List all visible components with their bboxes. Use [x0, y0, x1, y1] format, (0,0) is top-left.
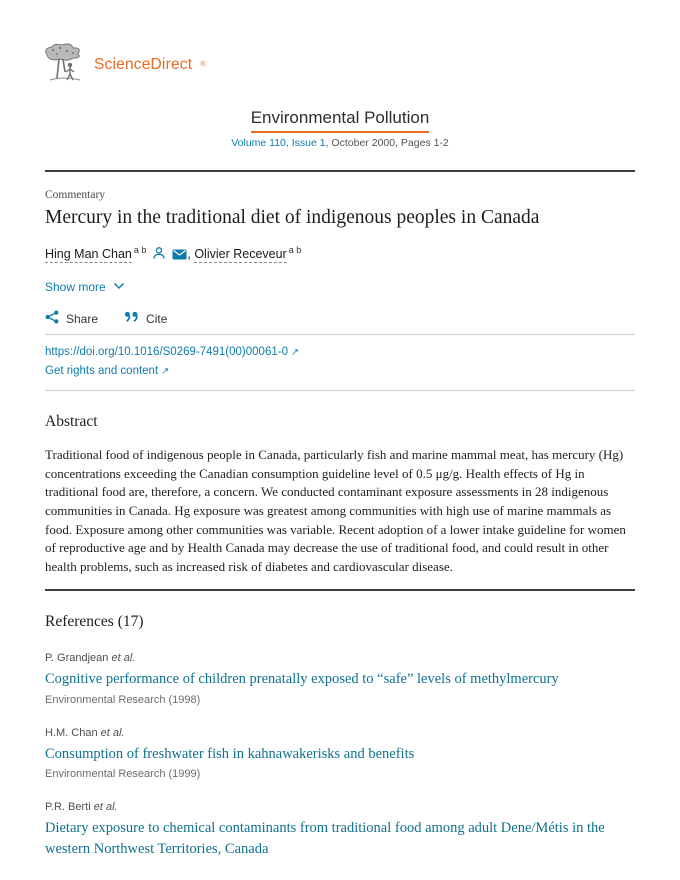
- journal-issue-meta: [0, 137, 680, 149]
- reference-title-link[interactable]: Dietary exposure to chemical contaminants from traditional food among adult Dene/Métis in the western Northwest Territories, Canada: [45, 820, 605, 857]
- show-more-label: Show more: [45, 280, 106, 295]
- abstract-heading: Abstract: [45, 413, 98, 431]
- doi-bottom-divider: [45, 390, 635, 391]
- abstract-text: Traditional food of indigenous people in Canada, particularly fish and marine mammal meat, has mercury (Hg) concentrations exceeding the Canadian consumption guideline level of 0.5 μg/g. Health effects of Hg in traditional food are, therefore, a concern. We conducted contaminant exposure assessments in 28 indigenous communities in Canada. Hg exposure was greatest among communities with high use of marine mammals as food. Exposure among other communities was variable. Recent adoption of a lower intake guideline for women of reproductive age and by Health Canada may decrease the use of traditional food, and could result in other health problems, such as increased risk of diabetes and cardiovascular disease.: [45, 447, 626, 574]
- share-button[interactable]: [45, 310, 98, 327]
- site-header: [0, 0, 680, 84]
- doi-block: [45, 335, 635, 390]
- cite-button[interactable]: [124, 311, 167, 326]
- article-actions: [45, 310, 635, 327]
- author-link-1[interactable]: Hing Man Chan: [45, 247, 132, 262]
- issue-date-pages: , October 2000, Pages 1-2: [325, 137, 449, 149]
- chevron-down-icon: [113, 279, 125, 293]
- rights-and-content-link[interactable]: Get rights and content: [45, 365, 159, 378]
- show-more-button[interactable]: [45, 279, 125, 294]
- reference-author-names: P. Grandjean: [45, 652, 109, 665]
- registered-mark: ®: [200, 61, 206, 68]
- reference-etal: et al.: [111, 652, 136, 665]
- reference-authors: [45, 801, 635, 813]
- author-affiliations-2: a b: [288, 245, 302, 255]
- author-list: [45, 245, 635, 263]
- doi-link[interactable]: https://doi.org/10.1016/S0269-7491(00)00061-0: [45, 346, 288, 359]
- article-type-label: Commentary: [45, 189, 106, 201]
- reference-item: [45, 727, 635, 781]
- journal-title-link[interactable]: Environmental Pollution: [251, 108, 430, 133]
- article-title: Mercury in the traditional diet of indigenous peoples in Canada: [45, 207, 540, 228]
- external-link-icon: ↗: [290, 347, 299, 359]
- journal-banner: [0, 108, 680, 149]
- volume-issue-link[interactable]: Volume 110, Issue 1: [231, 137, 326, 149]
- author-email-icon[interactable]: [172, 249, 187, 263]
- sciencedirect-logo[interactable]: [40, 42, 680, 87]
- cite-label: Cite: [146, 311, 168, 326]
- cite-quote-icon: [124, 311, 139, 326]
- reference-author-names: P.R. Berti: [45, 801, 91, 814]
- reference-item: [45, 652, 635, 706]
- external-link-icon: ↗: [161, 366, 170, 378]
- header-divider: [45, 170, 635, 172]
- author-affiliations-1: a b: [133, 245, 147, 255]
- reference-authors: [45, 727, 635, 739]
- article-content: [45, 170, 635, 859]
- reference-source: Environmental Research (1999): [45, 768, 201, 781]
- references-heading: References (17): [45, 613, 144, 631]
- reference-authors: [45, 652, 635, 664]
- reference-etal: et al.: [93, 801, 118, 814]
- author-separator: ,: [187, 247, 195, 262]
- author-profile-icon[interactable]: [152, 246, 166, 263]
- reference-item: [45, 801, 635, 859]
- author-link-2[interactable]: Olivier Receveur: [194, 247, 287, 262]
- reference-title-link[interactable]: Cognitive performance of children prenatally exposed to “safe” levels of methylmercury: [45, 671, 559, 688]
- reference-author-names: H.M. Chan: [45, 726, 98, 739]
- abstract-references-divider: [45, 589, 635, 591]
- reference-source: Environmental Research (1998): [45, 693, 201, 706]
- elsevier-tree-logo-icon: [40, 42, 86, 87]
- share-label: Share: [66, 311, 99, 326]
- reference-title-link[interactable]: Consumption of freshwater fish in kahnawakerisks and benefits: [45, 745, 415, 762]
- share-icon: [45, 310, 59, 327]
- sciencedirect-logo-text: ScienceDirect: [94, 55, 193, 73]
- reference-etal: et al.: [100, 726, 125, 739]
